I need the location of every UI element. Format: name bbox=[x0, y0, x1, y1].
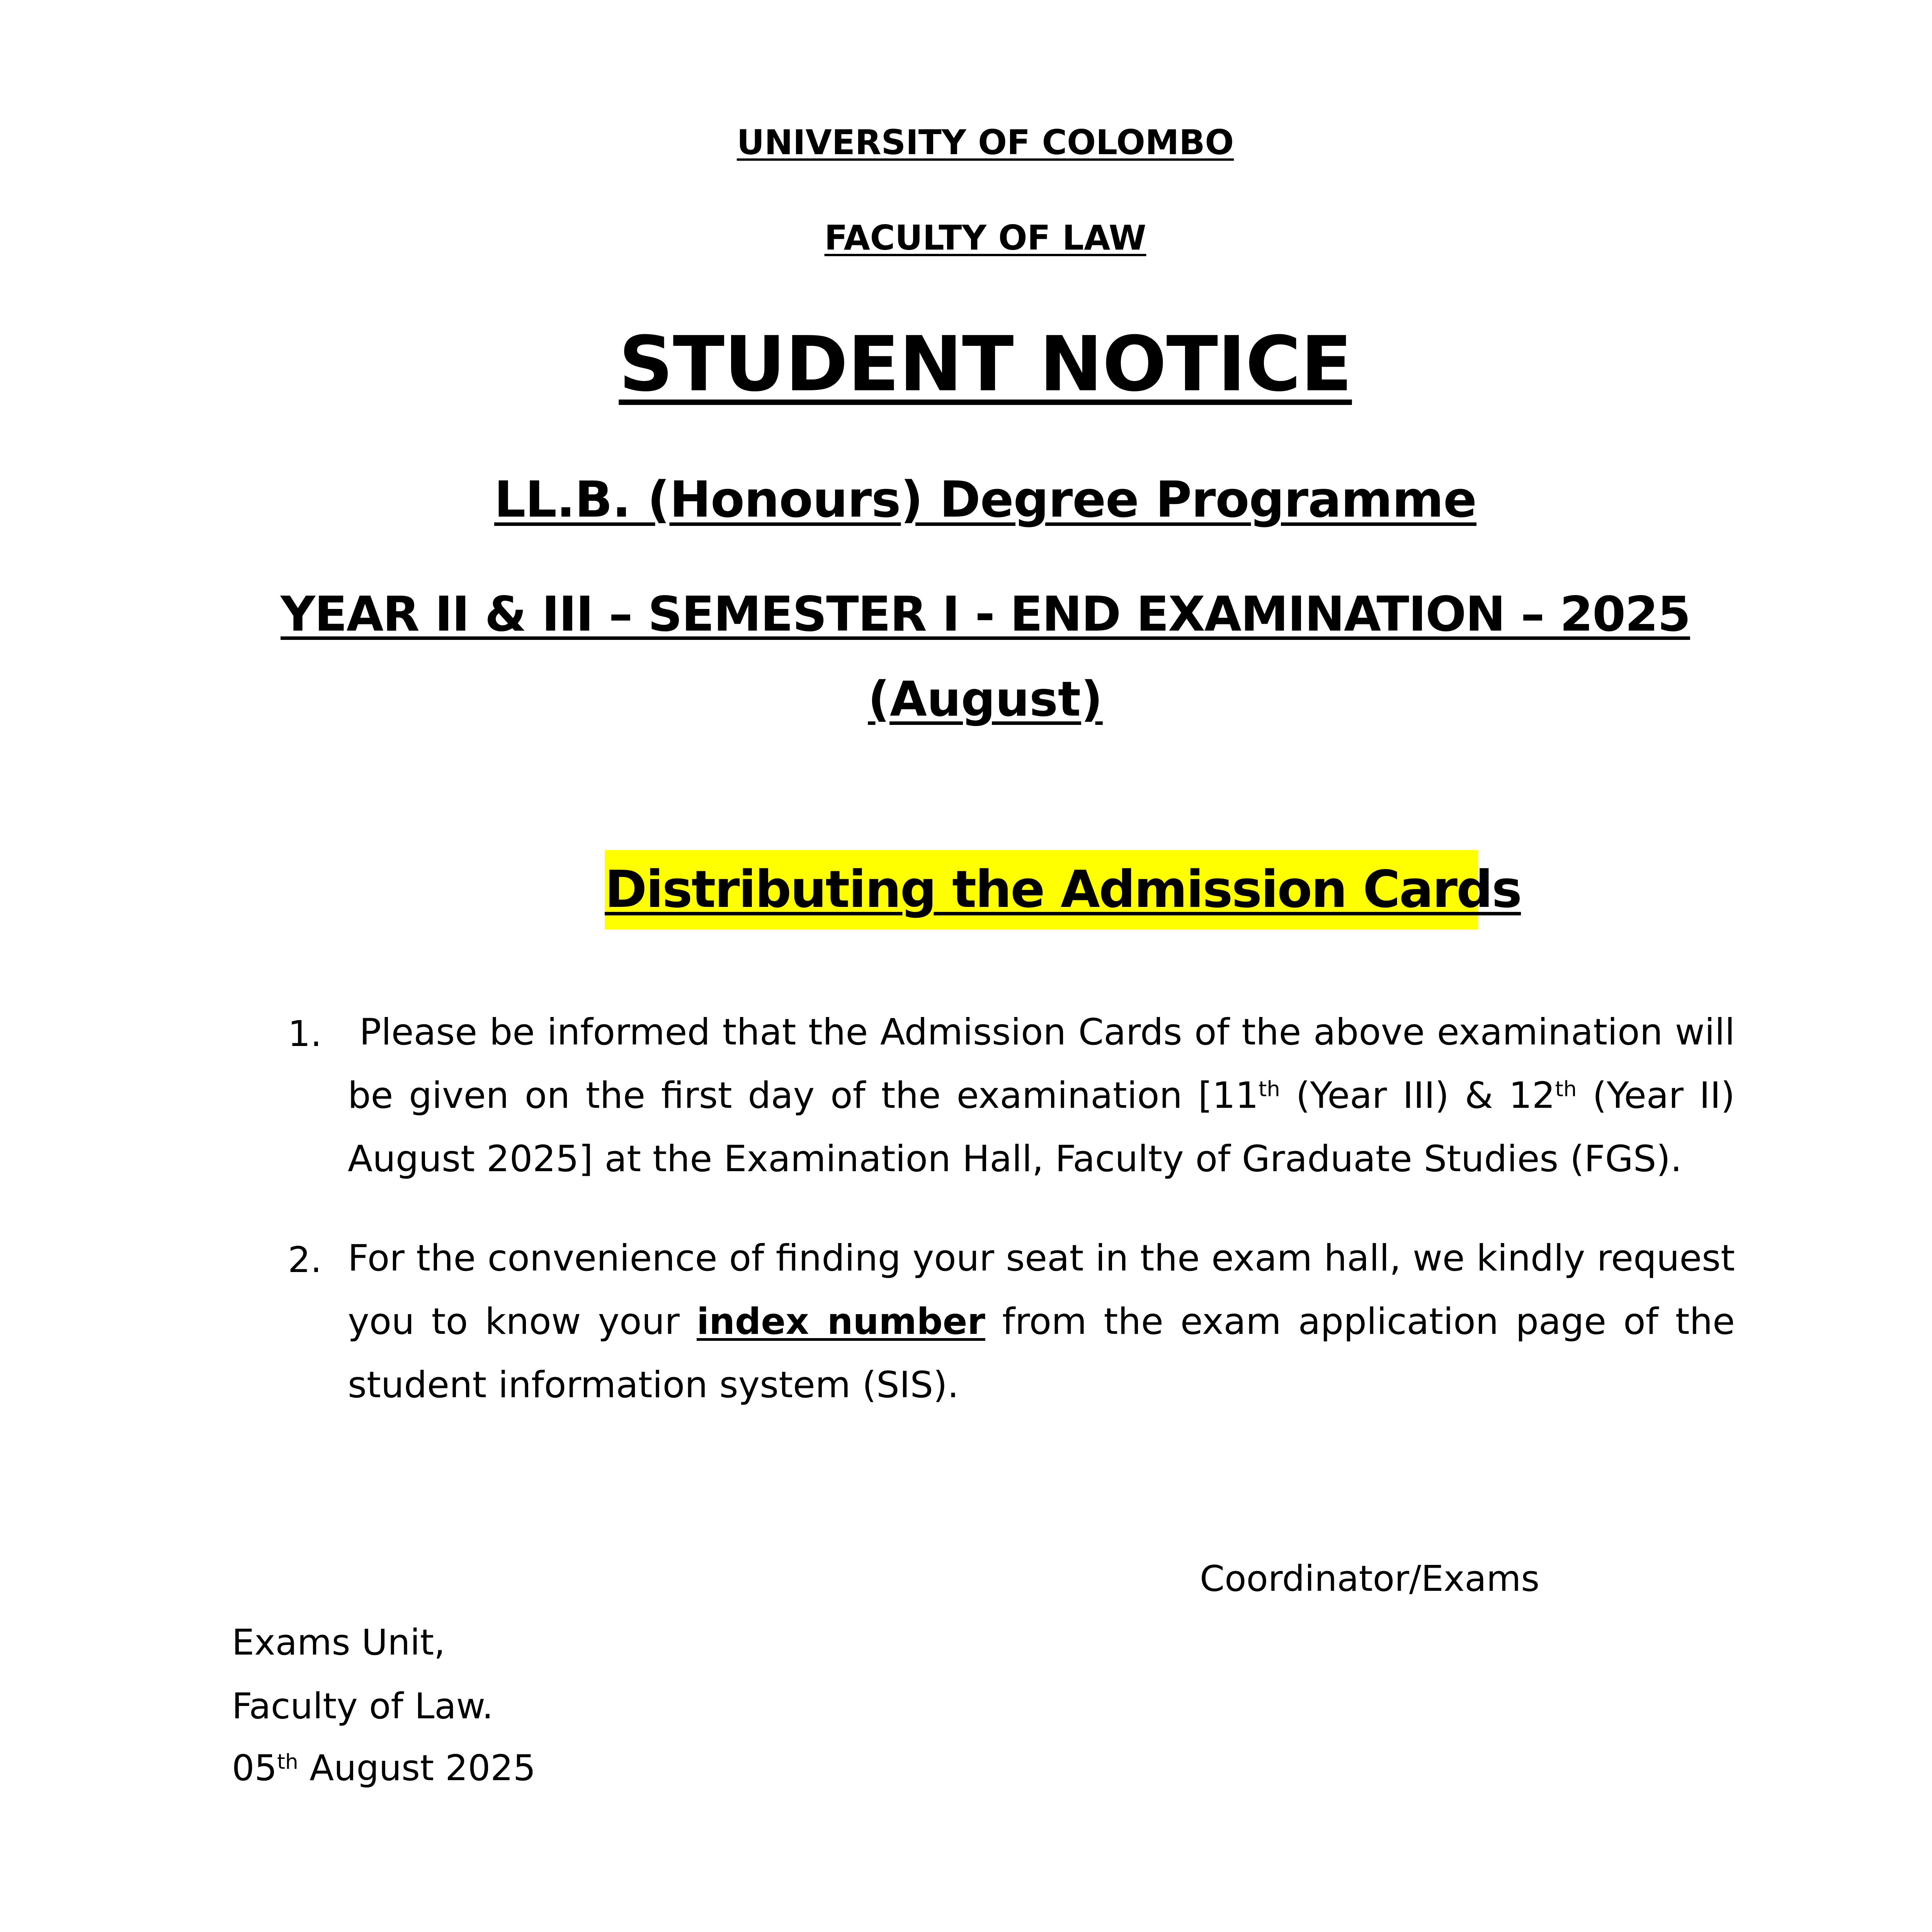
index-number-emphasis: index number bbox=[696, 1301, 985, 1343]
ordinal-suffix: th bbox=[277, 1749, 298, 1774]
issuing-faculty: Faculty of Law. bbox=[232, 1685, 493, 1727]
item-text: from the exam application page of the student information system (SIS). bbox=[348, 1301, 1735, 1406]
notice-title: STUDENT NOTICE bbox=[619, 320, 1352, 408]
faculty-name: FACULTY OF LAW bbox=[824, 218, 1146, 258]
ordinal-suffix: th bbox=[1259, 1077, 1280, 1102]
examination-title: YEAR II & III – SEMESTER I - END EXAMINATION – 2025 bbox=[281, 587, 1690, 642]
examination-month: (August) bbox=[868, 672, 1103, 727]
subject-heading: Distributing the Admission Cards bbox=[605, 850, 1478, 929]
list-item-number: 2. bbox=[288, 1239, 322, 1281]
date-month-year: August 2025 bbox=[298, 1747, 536, 1789]
item-text: (Year III) & 12 bbox=[1280, 1075, 1555, 1117]
signatory-title: Coordinator/Exams bbox=[1200, 1558, 1540, 1599]
item-text: Please be informed that the Admission Cards of the above examination will be given on the first day of the examination [11 bbox=[348, 1011, 1735, 1117]
list-item-number: 1. bbox=[288, 1013, 322, 1054]
ordinal-suffix: th bbox=[1555, 1077, 1577, 1102]
issuing-unit: Exams Unit, bbox=[232, 1622, 446, 1663]
date-day: 05 bbox=[232, 1747, 277, 1789]
item-text: For the convenience of finding your seat in the exam hall, we kindly request you to know your bbox=[348, 1237, 1735, 1343]
item-text: (Year II) August 2025] at the Examination Hall, Faculty of Graduate Studies (FGS). bbox=[348, 1075, 1735, 1180]
programme-title: LL.B. (Honours) Degree Programme bbox=[494, 471, 1477, 529]
list-item bbox=[348, 1001, 1735, 1191]
university-name: UNIVERSITY OF COLOMBO bbox=[736, 122, 1234, 162]
issue-date bbox=[232, 1747, 536, 1789]
list-item bbox=[348, 1227, 1735, 1417]
